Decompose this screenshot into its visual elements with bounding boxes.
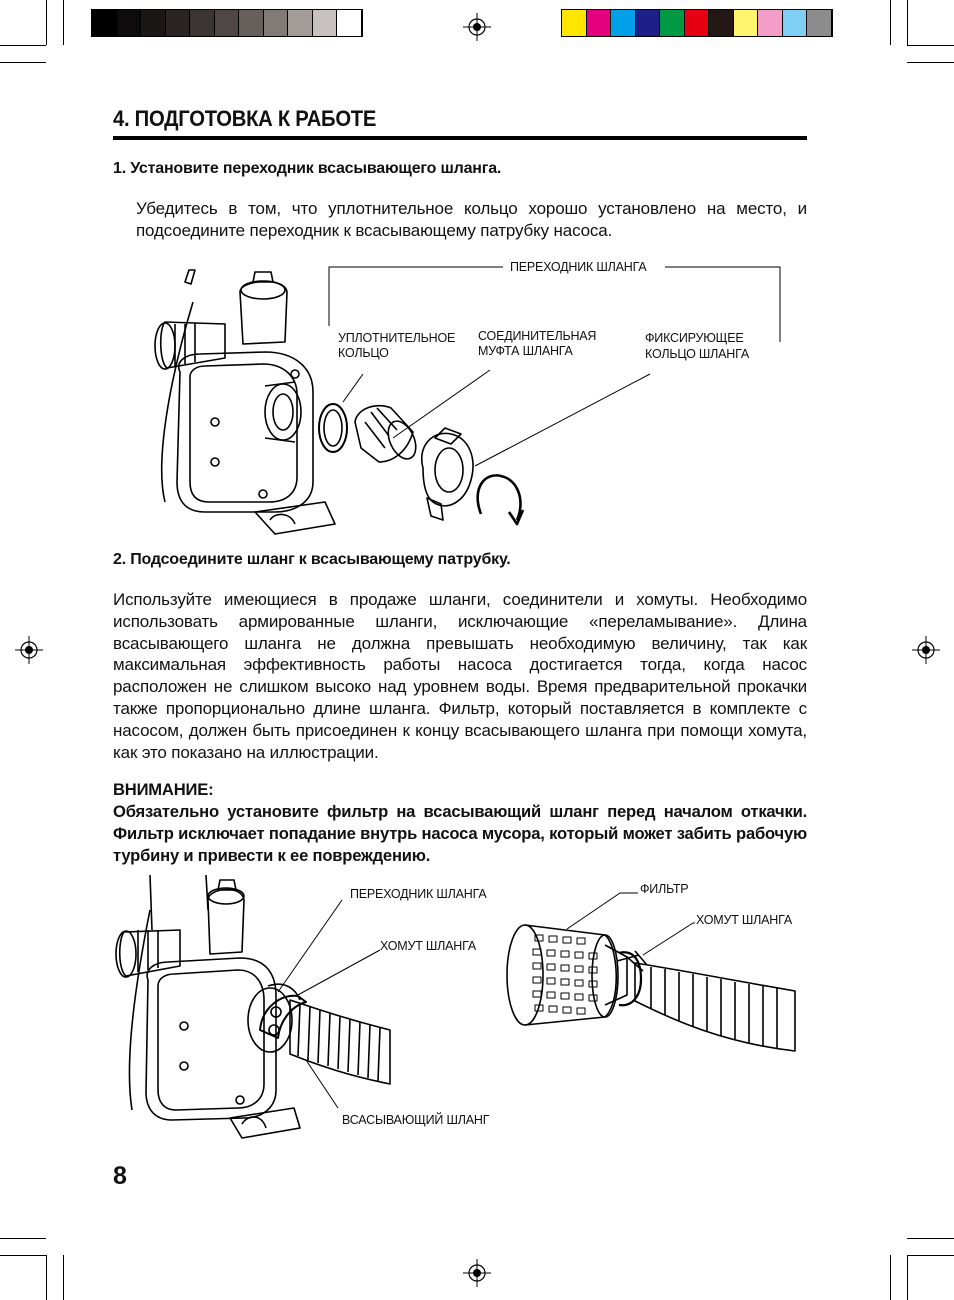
gray-swatch <box>117 10 142 36</box>
gray-swatch <box>239 10 264 36</box>
registration-mark-bottom <box>463 1259 491 1287</box>
crop-mark <box>0 1238 46 1239</box>
gray-swatch <box>92 10 117 36</box>
fig1-seal-ring-label-line1: УПЛОТНИТЕЛЬНОЕ <box>338 331 456 345</box>
gray-swatch <box>313 10 338 36</box>
fig1-seal-ring-label-line2: КОЛЬЦО <box>338 346 389 360</box>
color-swatch <box>783 10 808 36</box>
color-swatch <box>758 10 783 36</box>
pump-adapter-illustration <box>145 262 645 542</box>
gray-swatch <box>166 10 191 36</box>
registration-mark-left <box>15 636 43 664</box>
fig2-suction-hose-label: ВСАСЫВАЮЩИЙ ШЛАНГ <box>342 1113 490 1127</box>
crop-mark <box>907 0 908 45</box>
crop-mark <box>890 0 891 45</box>
fig1-coupling-label-line2: МУФТА ШЛАНГА <box>478 344 573 358</box>
gray-swatch <box>141 10 166 36</box>
color-swatch <box>660 10 685 36</box>
crop-mark <box>0 1255 46 1256</box>
gray-swatch <box>264 10 289 36</box>
title-rule <box>113 136 807 140</box>
gray-swatch <box>288 10 313 36</box>
crop-mark <box>46 1255 47 1300</box>
crop-mark <box>890 1255 891 1300</box>
registration-mark-top <box>463 13 491 41</box>
fig1-adapter-label: ПЕРЕХОДНИК ШЛАНГА <box>510 260 647 274</box>
crop-mark <box>0 45 46 46</box>
gray-swatch <box>337 10 362 36</box>
crop-mark <box>907 62 954 63</box>
grayscale-color-bar <box>91 9 363 37</box>
crop-mark <box>907 45 954 46</box>
page-title: 4. ПОДГОТОВКА К РАБОТЕ <box>113 106 377 131</box>
fig2-filter-clamp-label: ХОМУТ ШЛАНГА <box>696 913 793 927</box>
page-number: 8 <box>113 1162 127 1190</box>
crop-mark <box>907 1238 954 1239</box>
crop-mark <box>46 0 47 45</box>
pump-hose-illustration <box>110 870 510 1150</box>
gray-swatch <box>215 10 240 36</box>
fig1-lock-ring-label-line1: ФИКСИРУЮЩЕЕ <box>645 331 744 345</box>
color-swatch <box>734 10 759 36</box>
color-swatch <box>685 10 710 36</box>
crop-mark <box>63 1255 64 1300</box>
color-swatch <box>709 10 734 36</box>
warning-title: ВНИМАНИЕ: <box>113 780 214 799</box>
crop-mark <box>63 0 64 45</box>
color-swatch <box>611 10 636 36</box>
registration-mark-right <box>912 636 940 664</box>
crop-mark <box>907 1255 908 1300</box>
color-swatch <box>636 10 661 36</box>
fig2-filter-label: ФИЛЬТР <box>640 882 689 896</box>
warning-text: Обязательно установите фильтр на всасывающий шланг перед началом откачки. Фильтр исключает попадание внутрь насоса мусора, который может забить рабочую турбину и привести к ее повреждению. <box>113 802 807 865</box>
crop-mark <box>907 1255 954 1256</box>
fig1-coupling-label-line1: СОЕДИНИТЕЛЬНАЯ <box>478 329 597 343</box>
color-swatch <box>587 10 612 36</box>
process-color-bar <box>561 9 833 37</box>
gray-swatch <box>190 10 215 36</box>
step2-text: Используйте имеющиеся в продаже шланги, соединители и хомуты. Необходимо использовать армированные шланги, исключающие «переламывание». Длина всасывающего шланга не должна превышать необходимую величину, так как максимальная эффективность работы насоса достигается тогда, когда насос расположен не слишком высоко над уровнем воды. Время предварительной прокачки также пропорционально длине шланга. Фильтр, который поставляется в комплекте с насосом, должен быть присоединен к концу всасывающего шланга при помощи хомута, как это показано на иллюстрации. <box>113 590 807 762</box>
fig1-lock-ring-label-line2: КОЛЬЦО ШЛАНГА <box>645 347 749 361</box>
step1-text: Убедитесь в том, что уплотнительное кольцо хорошо установлено на место, и подсоедините переходник к всасывающему патрубку насоса. <box>136 199 807 240</box>
fig2-clamp-label: ХОМУТ ШЛАНГА <box>380 939 477 953</box>
step2-title: 2. Подсоедините шланг к всасывающему патрубку. <box>113 551 511 568</box>
color-swatch <box>562 10 587 36</box>
color-swatch <box>807 10 832 36</box>
step1-title: 1. Установите переходник всасывающего шланга. <box>113 160 502 177</box>
crop-mark <box>0 62 46 63</box>
fig2-adapter-label: ПЕРЕХОДНИК ШЛАНГА <box>350 887 487 901</box>
